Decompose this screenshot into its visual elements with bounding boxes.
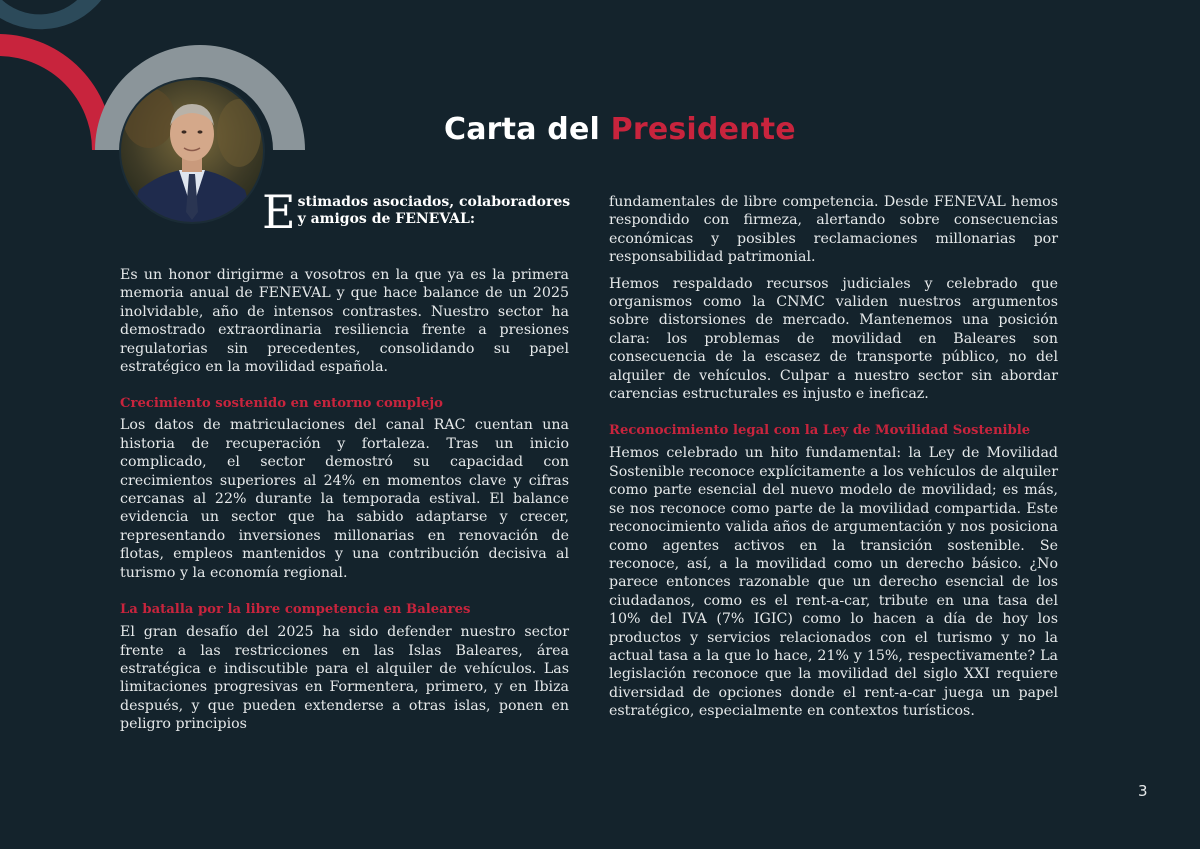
growth-paragraph: Los datos de matriculaciones del canal RAC cuentan una historia de recuperación y fortaleza. Tras un inicio complicado, el sector demostró su capacidad con crecimientos superiores al 24% en momentos clave y cifras cercanas al 22% durante la temporada estival. El balance evidencia un sector que ha sabido adaptarse y crecer, representando inversiones millonarias en renovación de flotas, empleos mantenidos y una contribución decisiva al turismo y la economía regional. — [120, 417, 569, 581]
page-number: 3 — [1138, 782, 1148, 800]
section-heading-baleares: La batalla por la libre competencia en Baleares — [120, 602, 471, 618]
right-column — [609, 193, 1058, 721]
continuation-paragraph: fundamentales de libre competencia. Desde FENEVAL hemos respondido con firmeza, alertando sobre consecuencias económicas y posibles reclamaciones millonarias por responsabilidad patrimonial. — [609, 194, 1058, 266]
greeting-dropcap: E — [262, 185, 296, 239]
ley-movilidad-paragraph: Hemos celebrado un hito fundamental: la Ley de Movilidad Sostenible reconoce explícitamente a los vehículos de alquiler como parte esencial del nuevo modelo de movilidad; es más, se nos reconoce como parte de la movilidad compartida. Este reconocimiento valida años de argumentación y nos posiciona como agentes activos en la transición sostenible. Se reconoce, así, a la movilidad como un derecho básico. ¿No parece entonces razonable que un derecho esencial de los ciudadanos, como es el rent-a-car, tribute en una tasa del 10% del IVA (7% IGIC) como lo hacen a día de hoy los productos y servicios relacionados con el turismo y no la actual tasa a la que lo hace, 21% y 15%, respectivamente? La legislación reconoce que la movilidad del siglo XXI requiere diversidad de opciones donde el rent-a-car juega un papel estratégico, especialmente en contextos turísticos. — [609, 445, 1058, 720]
section-heading-ley-movilidad: Reconocimiento legal con la Ley de Movilidad Sostenible — [609, 423, 1031, 439]
title-part-2: Presidente — [610, 112, 796, 147]
intro-paragraph: Es un honor dirigirme a vosotros en la que ya es la primera memoria anual de FENEVAL y que hace balance de un 2025 inolvidable, año de intensos contrastes. Nuestro sector ha demostrado extraordinaria resiliencia frente a presiones regulatorias sin precedentes, consolidando su papel estratégico en la movilidad española. — [120, 267, 569, 376]
president-portrait — [119, 78, 265, 224]
title-part-1: Carta del — [444, 112, 611, 147]
red-arc — [0, 34, 113, 150]
baleares-paragraph: El gran desafío del 2025 ha sido defender nuestro sector frente a las restricciones en las Islas Baleares, área estratégica e indiscutible para el alquiler de vehículos. Las limitaciones progresivas en Formentera, primero, y en Ibiza después, y que pueden extenderse a otras islas, ponen en peligro principios — [120, 624, 569, 733]
judicial-paragraph: Hemos respaldado recursos judiciales y celebrado que organismos como la CNMC validen nuestros argumentos sobre distorsiones de mercado. Mantenemos una posición clara: los problemas de movilidad en Baleares son consecuencia de la escasez de transporte público, no del alquiler de vehículos. Culpar a nuestro sector sin abordar carencias estructurales es injusto e ineficaz. — [609, 275, 1058, 403]
left-column — [120, 266, 569, 734]
section-heading-growth: Crecimiento sostenido en entorno complejo — [120, 396, 443, 412]
blue-arc — [0, 0, 105, 29]
page-title — [444, 112, 796, 147]
greeting-text: stimados asociados, colaboradores y amigos de FENEVAL: — [297, 194, 571, 227]
greeting — [262, 185, 572, 239]
